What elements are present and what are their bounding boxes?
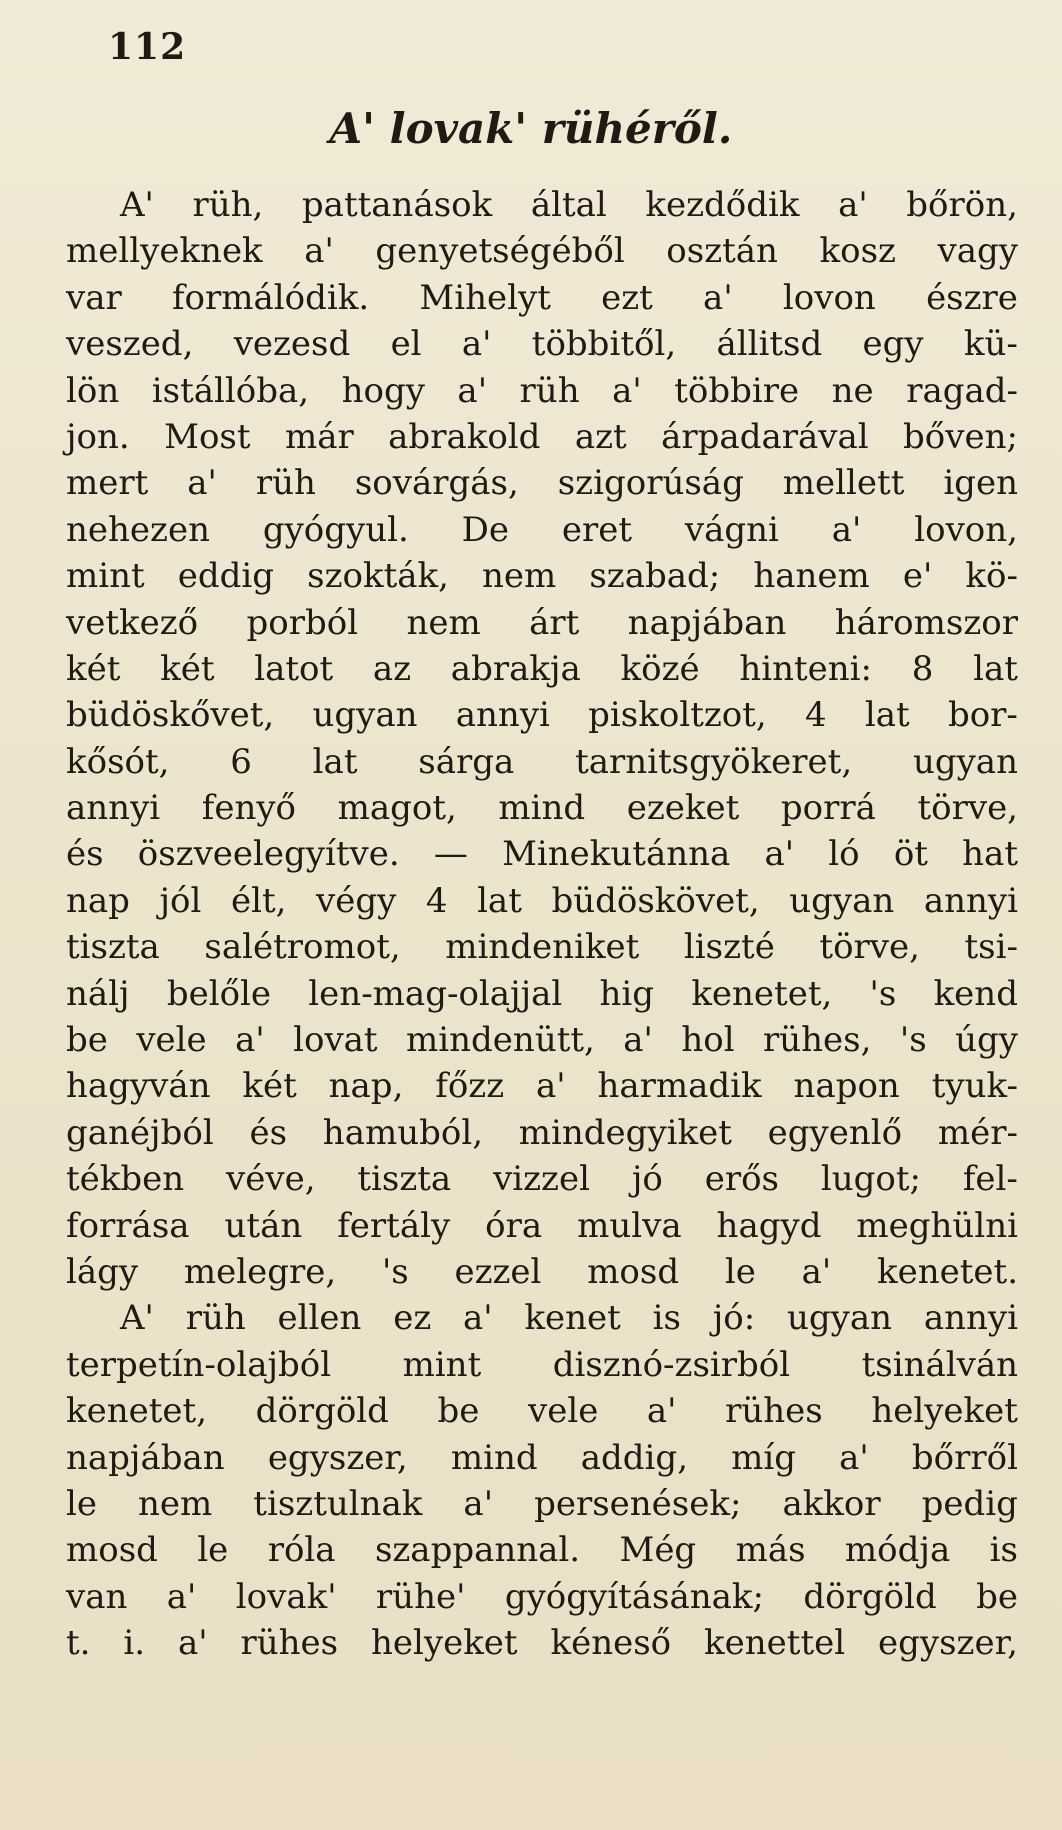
word: ne: [831, 370, 874, 411]
word: ez: [393, 1298, 432, 1339]
word: míg: [731, 1437, 797, 1478]
word: büdöskővet,: [66, 695, 275, 736]
word: ezeket: [626, 788, 740, 829]
word: a': [801, 1251, 832, 1292]
word: nap,: [328, 1066, 404, 1107]
word: a': [457, 370, 488, 411]
word: hagyván: [66, 1066, 211, 1107]
word: mindegyiket: [518, 1112, 732, 1153]
word: napjában: [627, 602, 787, 643]
word: végy: [315, 880, 397, 921]
word: róla: [267, 1530, 336, 1571]
word: 6: [230, 741, 252, 782]
word: két: [242, 1066, 297, 1107]
word: és: [66, 834, 104, 875]
word: mosd: [587, 1251, 680, 1292]
word: és: [249, 1112, 288, 1153]
word: istállóba,: [151, 370, 310, 411]
word: lovon: [782, 277, 876, 318]
word: két: [66, 648, 121, 689]
word: jó:: [712, 1298, 756, 1339]
text-line: [66, 1527, 1018, 1573]
word: be: [66, 1020, 108, 1061]
word: az: [372, 648, 412, 689]
word: jon.: [66, 416, 130, 457]
word: kenetet,: [691, 973, 833, 1014]
word: abrakja: [450, 648, 581, 689]
word: árpadarával: [661, 416, 869, 457]
word: büdöskövet,: [551, 880, 760, 921]
word: rühes: [240, 1623, 339, 1664]
word: var: [66, 277, 122, 318]
word: ugyan: [786, 1298, 893, 1339]
word: erős: [704, 1159, 779, 1200]
word: 's: [899, 1020, 927, 1061]
word: Most: [164, 416, 251, 457]
word: ugyan: [312, 695, 418, 736]
word: kenetet,: [66, 1391, 207, 1432]
word: annyi: [66, 788, 161, 829]
word: bor-: [947, 695, 1018, 736]
word: Mihelyt: [419, 277, 551, 318]
word: mint: [66, 556, 145, 597]
word: e': [902, 556, 933, 597]
word: belőle: [166, 973, 272, 1014]
word: ugyan: [789, 880, 895, 921]
word: tarnitsgyökeret,: [575, 741, 853, 782]
word: lovak': [235, 1576, 337, 1617]
word: meghülni: [856, 1205, 1018, 1246]
word: tyuk-: [931, 1066, 1018, 1107]
word: De: [461, 509, 510, 550]
word: mindenütt,: [406, 1020, 595, 1061]
word: A': [120, 1298, 154, 1339]
word: napjában: [66, 1437, 225, 1478]
word: piskoltzot,: [588, 695, 767, 736]
word: tsi-: [964, 927, 1018, 968]
word: fel-: [962, 1159, 1018, 1200]
word: kö-: [965, 556, 1018, 597]
word: élt,: [230, 880, 287, 921]
word: addig,: [580, 1437, 688, 1478]
word: t.: [66, 1623, 91, 1664]
text-line: [66, 971, 1018, 1017]
word: a': [304, 231, 334, 272]
word: bőven;: [903, 416, 1018, 457]
word: a': [187, 463, 217, 504]
word: többire: [674, 370, 800, 411]
word: a': [235, 1020, 265, 1061]
word: közé: [620, 648, 700, 689]
word: törve,: [819, 927, 920, 968]
word: porból: [246, 602, 359, 643]
word: öszveelegyítve.: [137, 834, 400, 875]
word: mellyeknek: [66, 231, 263, 272]
word: a': [839, 1437, 869, 1478]
text-line: [66, 831, 1018, 877]
word: vele: [528, 1391, 599, 1432]
word: lön: [66, 370, 120, 411]
word: mind: [450, 1437, 538, 1478]
word: tiszta: [357, 1159, 452, 1200]
word: rüh: [519, 370, 580, 411]
word: vágni: [684, 509, 779, 550]
text-line: [66, 646, 1018, 692]
text-line: [66, 785, 1018, 831]
word: a': [463, 1483, 494, 1524]
text-line: [66, 1156, 1018, 1202]
text-line: [66, 1110, 1018, 1156]
word: mint: [402, 1344, 482, 1385]
word: liszté: [683, 927, 775, 968]
word: eret: [561, 509, 633, 550]
word: melegre,: [183, 1251, 337, 1292]
word: terpetín-olajból: [66, 1344, 332, 1385]
word: pattanások: [301, 185, 493, 225]
word: kend: [933, 973, 1018, 1014]
word: 8: [911, 648, 934, 689]
word: nap: [66, 880, 130, 921]
word: szabad;: [589, 556, 721, 597]
word: főzz: [435, 1066, 505, 1107]
word: a': [461, 324, 492, 365]
word: rüh: [255, 463, 316, 504]
word: hanem: [753, 556, 870, 597]
word: mellett: [782, 463, 905, 504]
word: kezdődik: [645, 185, 800, 225]
word: által: [530, 185, 607, 225]
word: más: [735, 1530, 806, 1571]
word: —: [433, 834, 468, 875]
word: magot,: [337, 788, 457, 829]
word: ellen: [277, 1298, 362, 1339]
text-line: [66, 1574, 1018, 1620]
word: lovon,: [914, 509, 1018, 550]
word: ezt: [601, 277, 653, 318]
word: a': [536, 1066, 566, 1107]
word: a': [612, 370, 642, 411]
word: a': [463, 1298, 493, 1339]
word: mindeniket: [445, 927, 640, 968]
word: tiszta: [66, 927, 160, 968]
text-line: [66, 1017, 1018, 1063]
word: veszed,: [66, 324, 194, 365]
word: el: [390, 324, 422, 365]
word: bőrről: [911, 1437, 1018, 1478]
word: hinteni:: [739, 648, 873, 689]
word: hol: [681, 1020, 735, 1061]
word: rüh: [185, 1298, 246, 1339]
word: nálj: [66, 973, 130, 1014]
word: két: [160, 648, 215, 689]
text-line: [66, 1249, 1018, 1295]
word: azt: [574, 416, 627, 457]
word: gyógyul.: [262, 509, 409, 550]
word: helyeket: [871, 1391, 1018, 1432]
word: porrá: [780, 788, 876, 829]
word: napon: [793, 1066, 900, 1107]
word: mosd: [66, 1530, 158, 1571]
word: kenettel: [704, 1623, 846, 1664]
word: tsinálván: [861, 1344, 1018, 1385]
word: le: [724, 1251, 756, 1292]
text-line: [66, 1295, 1018, 1341]
word: le: [66, 1483, 97, 1524]
word: disznó-zsirból: [552, 1344, 791, 1385]
word: óra: [485, 1205, 543, 1246]
word: ganéjból: [66, 1112, 214, 1153]
text-line: [66, 553, 1018, 599]
text-line: [66, 924, 1018, 970]
word: annyi: [455, 695, 550, 736]
word: jó: [631, 1159, 663, 1200]
word: öt: [893, 834, 928, 875]
word: a': [623, 1020, 653, 1061]
text-line: [66, 1342, 1018, 1388]
text-line: [66, 228, 1018, 274]
word: is: [989, 1530, 1018, 1571]
text-line: [66, 182, 1018, 228]
text-line: [66, 507, 1018, 553]
word: hat: [962, 834, 1018, 875]
word: abrakold: [388, 416, 541, 457]
word: igen: [943, 463, 1018, 504]
word: szappannal.: [374, 1530, 581, 1571]
word: a': [831, 509, 862, 550]
word: vagy: [937, 231, 1018, 272]
text-line: [66, 600, 1018, 646]
word: bőrön,: [906, 185, 1018, 225]
text-line: [66, 1063, 1018, 1109]
word: kenet: [524, 1298, 621, 1339]
word: lat: [477, 880, 522, 921]
word: vizzel: [493, 1159, 590, 1200]
word: tisztulnak: [253, 1483, 423, 1524]
text-line: [66, 692, 1018, 738]
word: a': [703, 277, 733, 318]
word: többitől,: [531, 324, 677, 365]
word: állitsd: [716, 324, 823, 365]
word: a': [646, 1391, 677, 1432]
word: genyetségéből: [375, 231, 625, 272]
word: dörgöld: [803, 1576, 937, 1617]
word: 4: [804, 695, 827, 736]
word: len-mag-olajjal: [308, 973, 563, 1014]
word: kenetet.: [877, 1251, 1018, 1292]
word: be: [976, 1576, 1018, 1617]
word: árt: [529, 602, 580, 643]
word: ló: [828, 834, 860, 875]
word: osztán: [666, 231, 778, 272]
word: a': [838, 185, 868, 225]
text-line: [66, 878, 1018, 924]
word: formálódik.: [171, 277, 370, 318]
word: harmadik: [597, 1066, 762, 1107]
word: 's: [869, 973, 897, 1014]
word: rüh,: [192, 185, 264, 225]
word: hagyd: [716, 1205, 822, 1246]
word: hogy: [341, 370, 425, 411]
word: sárga: [418, 741, 515, 782]
word: i.: [123, 1623, 146, 1664]
word: Még: [619, 1530, 697, 1571]
word: akkor: [782, 1483, 881, 1524]
word: nem: [406, 602, 481, 643]
word: Minekutánna: [502, 834, 731, 875]
word: hamuból,: [322, 1112, 484, 1153]
word: rühes,: [763, 1020, 872, 1061]
text-line: [66, 414, 1018, 460]
word: lugot;: [820, 1159, 921, 1200]
word: gyógyításának;: [504, 1576, 764, 1617]
text-line: [66, 1435, 1018, 1481]
word: persenések;: [534, 1483, 742, 1524]
word: lat: [864, 695, 910, 736]
word: már: [284, 416, 354, 457]
word: mert: [66, 463, 149, 504]
word: mulva: [577, 1205, 682, 1246]
text-line: [66, 275, 1018, 321]
word: fenyő: [201, 788, 297, 829]
word: lat: [973, 648, 1018, 689]
text-line: [66, 460, 1018, 506]
word: mind: [498, 788, 586, 829]
word: nem: [138, 1483, 213, 1524]
word: vezesd: [233, 324, 351, 365]
word: a': [166, 1576, 197, 1617]
word: annyi: [923, 880, 1018, 921]
word: egy: [862, 324, 924, 365]
text-line: [66, 321, 1018, 367]
text-line: [66, 739, 1018, 785]
word: forrása: [66, 1205, 190, 1246]
word: ezzel: [454, 1251, 542, 1292]
word: annyi: [923, 1298, 1018, 1339]
body-text: [66, 182, 1018, 1667]
text-line: [66, 368, 1018, 414]
word: kü-: [963, 324, 1018, 365]
word: kősót,: [66, 741, 170, 782]
text-line: [66, 1388, 1018, 1434]
word: hig: [599, 973, 655, 1014]
word: vele: [136, 1020, 207, 1061]
word: fertály: [337, 1205, 451, 1246]
word: rühe': [375, 1576, 466, 1617]
word: egyszer,: [878, 1623, 1018, 1664]
word: be: [437, 1391, 480, 1432]
word: észre: [926, 277, 1018, 318]
word: helyeket: [370, 1623, 518, 1664]
word: a': [177, 1623, 208, 1664]
word: is: [652, 1298, 681, 1339]
word: jól: [159, 880, 202, 921]
word: egyszer,: [267, 1437, 408, 1478]
page-number: 112: [108, 26, 187, 68]
word: dörgöld: [255, 1391, 389, 1432]
word: a': [764, 834, 795, 875]
word: lat: [312, 741, 358, 782]
word: kosz: [819, 231, 896, 272]
word: eddig: [177, 556, 275, 597]
word: latot: [254, 648, 334, 689]
word: A': [120, 185, 154, 225]
section-heading: A' lovak' rühéről.: [329, 104, 733, 153]
word: háromszor: [834, 602, 1018, 643]
word: mér-: [937, 1112, 1018, 1153]
word: szokták,: [307, 556, 449, 597]
text-line: [66, 1203, 1018, 1249]
word: véve,: [226, 1159, 316, 1200]
word: kéneső: [550, 1623, 672, 1664]
word: nem: [482, 556, 557, 597]
word: módja: [844, 1530, 951, 1571]
word: úgy: [955, 1020, 1018, 1061]
word: sovárgás,: [354, 463, 519, 504]
word: után: [224, 1205, 303, 1246]
word: salétromot,: [204, 927, 401, 968]
word: lovat: [293, 1020, 378, 1061]
word: szigorúság: [557, 463, 744, 504]
word: ugyan: [912, 741, 1018, 782]
word: pedig: [921, 1483, 1018, 1524]
word: le: [197, 1530, 229, 1571]
word: törve,: [917, 788, 1018, 829]
word: 's: [381, 1251, 409, 1292]
word: egyenlő: [767, 1112, 903, 1153]
word: vetkező: [66, 602, 199, 643]
word: lágy: [66, 1251, 139, 1292]
word: van: [66, 1576, 128, 1617]
word: tékben: [66, 1159, 185, 1200]
text-line: [66, 1481, 1018, 1527]
text-line: [66, 1620, 1018, 1666]
word: 4: [425, 880, 448, 921]
word: nehezen: [66, 509, 210, 550]
word: ragad-: [906, 370, 1018, 411]
word: rühes: [725, 1391, 823, 1432]
